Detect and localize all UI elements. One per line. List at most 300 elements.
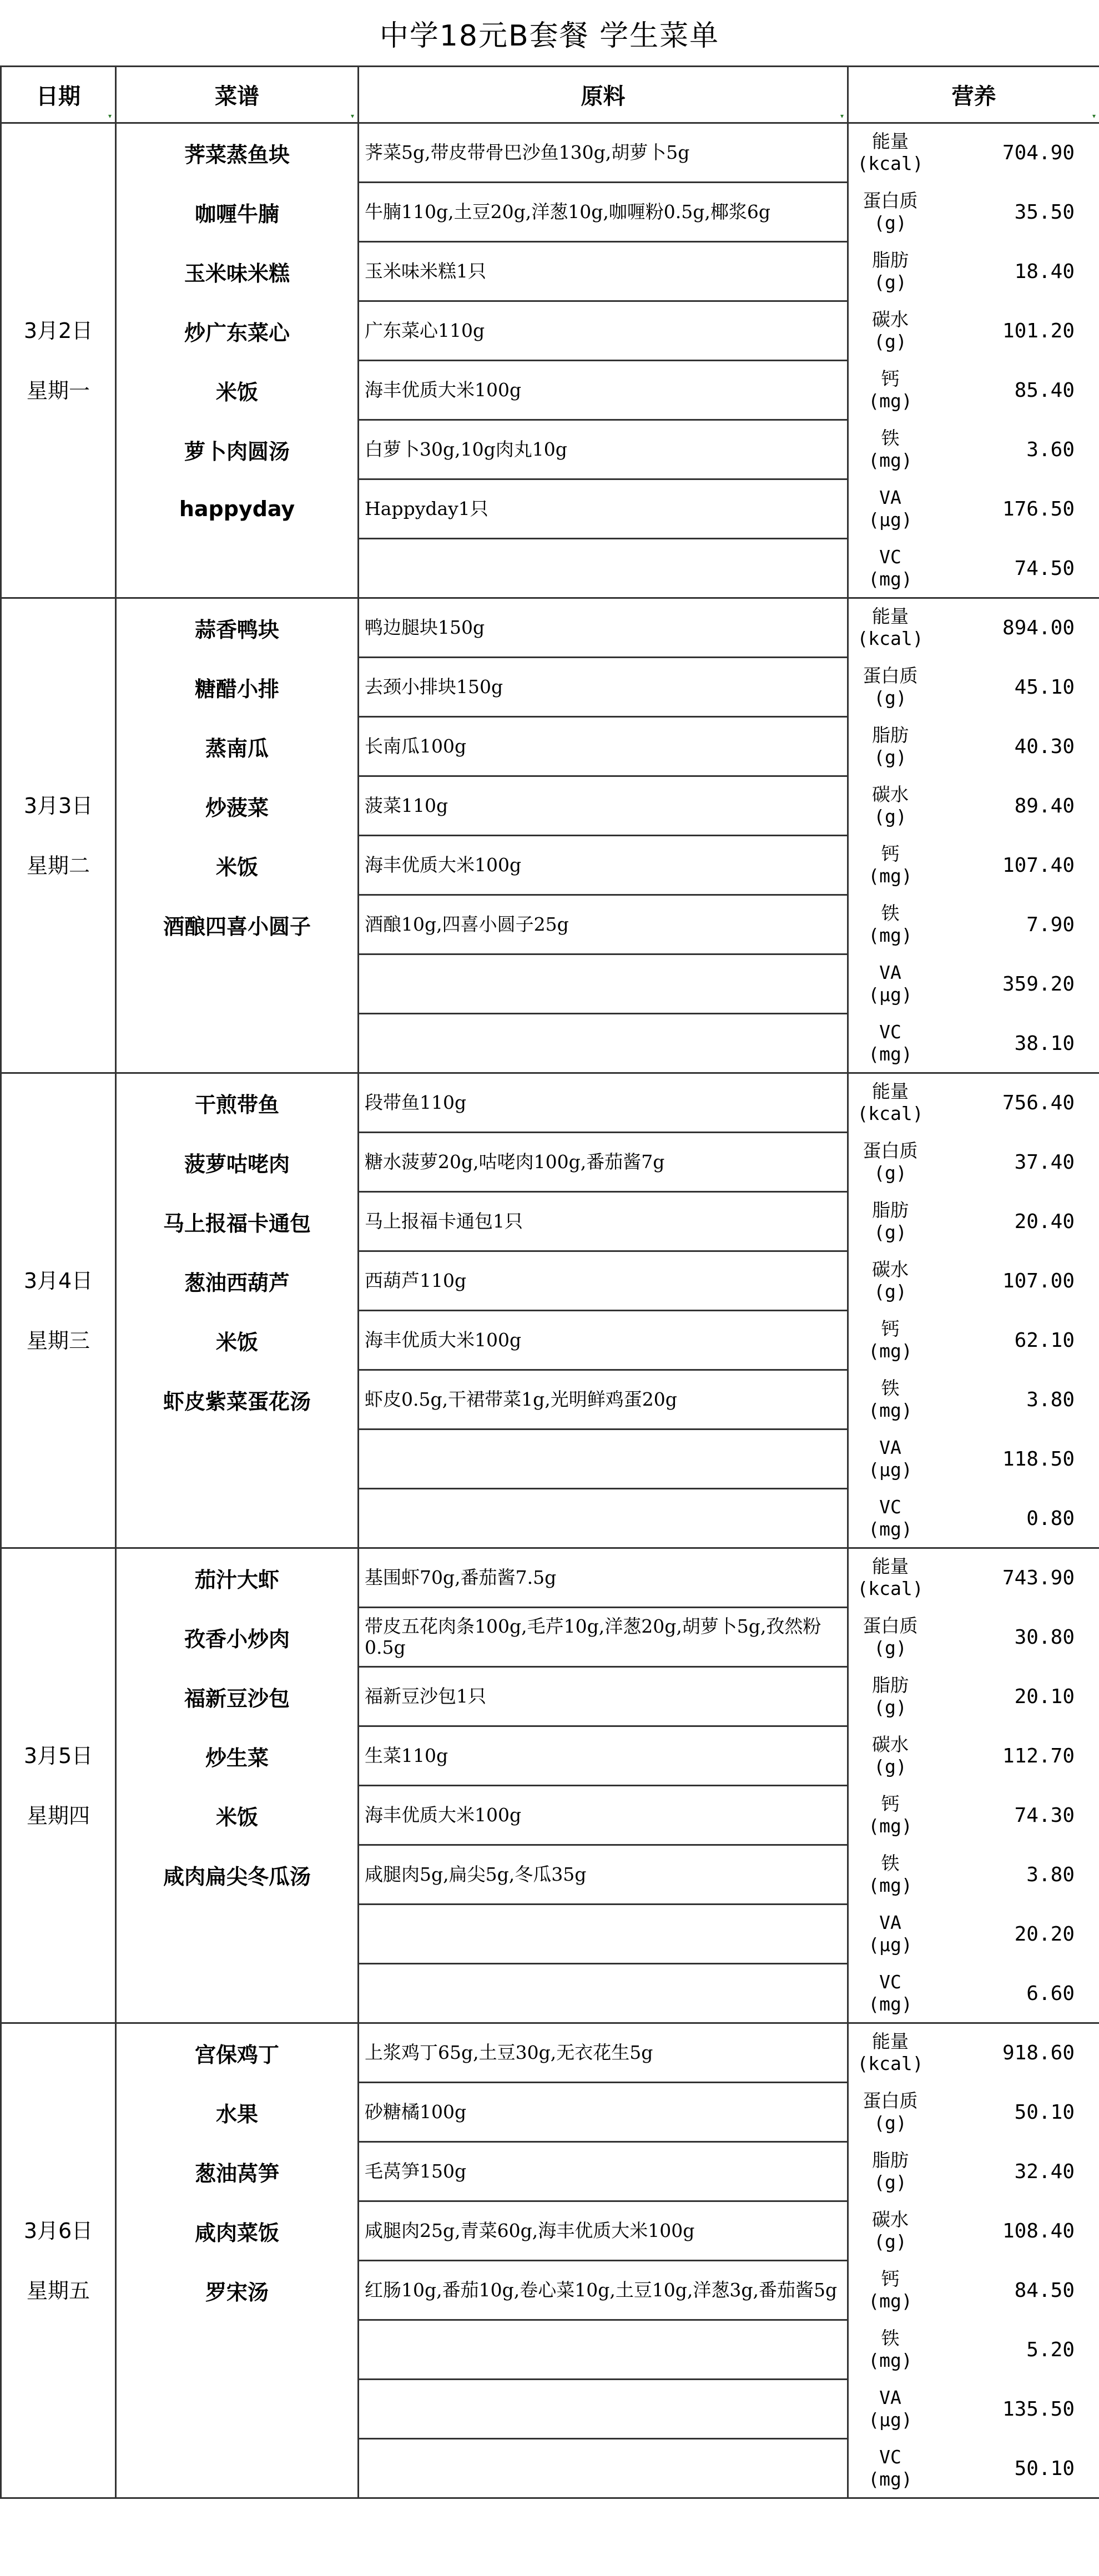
- ingredients-cell: 牛腩110g,土豆20g,洋葱10g,咖喱粉0.5g,椰浆6g: [359, 183, 848, 242]
- nutrient-name: 脂肪 (g): [872, 1199, 909, 1243]
- nutrient-name: 碳水 (g): [872, 784, 909, 827]
- nutrient-name: 脂肪 (g): [872, 249, 909, 293]
- nutrient-value: 62.10: [1014, 1329, 1075, 1352]
- menu-body: [1, 123, 1099, 2498]
- nutrition-row: [849, 124, 1099, 181]
- nutrition-cell: [848, 895, 1099, 954]
- dish-name: 福新豆沙包: [116, 1667, 359, 1726]
- nutrient-value: 3.60: [1026, 438, 1075, 461]
- ingredients-cell: 去颈小排块150g: [359, 658, 848, 717]
- ingredients-cell: [359, 1964, 848, 2023]
- table-row: [1, 1370, 1099, 1430]
- nutrition-cell: [848, 361, 1099, 420]
- dish-name: 玉米味米糕: [116, 242, 359, 301]
- date-cell: [1, 598, 116, 1073]
- table-row: [1, 479, 1099, 539]
- weekday-label: 星期五: [26, 2278, 90, 2303]
- nutrient-value: 6.60: [1026, 1982, 1075, 2005]
- nutrition-cell: [848, 420, 1099, 479]
- nutrition-cell: [848, 1667, 1099, 1726]
- nutrient-value: 108.40: [1002, 2219, 1075, 2242]
- table-row: [1, 2261, 1099, 2320]
- nutrient-value: 20.20: [1014, 1922, 1075, 1946]
- nutrition-row: [849, 718, 1099, 775]
- ingredients-cell: 海丰优质大米100g: [359, 1786, 848, 1845]
- filter-icon[interactable]: ▾: [108, 112, 112, 120]
- header-dish-label: 菜谱: [215, 84, 259, 109]
- nutrient-value: 35.50: [1014, 200, 1075, 224]
- nutrition-row: [849, 2024, 1099, 2082]
- nutrient-value: 894.00: [1002, 616, 1075, 639]
- nutrition-row: [849, 361, 1099, 419]
- nutrition-row: [849, 1014, 1099, 1072]
- ingredients-cell: [359, 954, 848, 1014]
- nutrition-row: [849, 302, 1099, 360]
- nutrient-value: 84.50: [1014, 2279, 1075, 2302]
- nutrient-value: 37.40: [1014, 1150, 1075, 1174]
- nutrition-cell: [848, 1786, 1099, 1845]
- nutrient-value: 74.30: [1014, 1804, 1075, 1827]
- nutrient-name: VC (mg): [868, 546, 913, 590]
- nutrient-value: 18.40: [1014, 260, 1075, 283]
- nutrient-name: 钙 (mg): [868, 1793, 913, 1837]
- table-row: [1, 1964, 1099, 2023]
- header-date-label: 日期: [36, 84, 80, 109]
- nutrition-row: [849, 1549, 1099, 1607]
- nutrient-name: 能量 (kcal): [857, 1555, 924, 1599]
- date-label: 3月5日: [23, 1743, 93, 1768]
- date-cell: [1, 123, 116, 598]
- table-row: [1, 1786, 1099, 1845]
- nutrition-cell: [848, 1133, 1099, 1192]
- nutrition-row: [849, 777, 1099, 835]
- date-cell: [1, 1548, 116, 2023]
- dish-name: 葱油西葫芦: [116, 1251, 359, 1311]
- nutrient-name: 铁 (mg): [868, 427, 913, 471]
- nutrient-value: 74.50: [1014, 557, 1075, 580]
- nutrient-name: 钙 (mg): [868, 1318, 913, 1362]
- nutrition-cell: [848, 717, 1099, 776]
- nutrition-cell: [848, 1608, 1099, 1667]
- nutrition-row: [849, 1430, 1099, 1488]
- nutrition-cell: [848, 183, 1099, 242]
- nutrient-value: 0.80: [1026, 1507, 1075, 1530]
- nutrient-value: 359.20: [1002, 972, 1075, 996]
- nutrient-name: 蛋白质 (g): [863, 665, 918, 709]
- nutrient-value: 20.40: [1014, 1210, 1075, 1233]
- nutrition-cell: [848, 1845, 1099, 1905]
- dish-name: 虾皮紫菜蛋花汤: [116, 1370, 359, 1430]
- nutrition-cell: [848, 242, 1099, 301]
- nutrient-value: 38.10: [1014, 1032, 1075, 1055]
- nutrition-cell: [848, 123, 1099, 183]
- dish-name: 咸肉菜饭: [116, 2201, 359, 2261]
- header-dish[interactable]: [116, 67, 359, 123]
- nutrition-row: [849, 183, 1099, 241]
- table-row: [1, 1133, 1099, 1192]
- nutrition-row: [849, 658, 1099, 716]
- weekday-label: 星期二: [26, 853, 90, 878]
- header-ingredients[interactable]: [359, 67, 848, 123]
- dish-name: 炒生菜: [116, 1726, 359, 1786]
- nutrient-name: 钙 (mg): [868, 368, 913, 412]
- nutrition-row: [849, 243, 1099, 300]
- nutrition-cell: [848, 1073, 1099, 1133]
- table-row: [1, 2023, 1099, 2083]
- nutrition-row: [849, 955, 1099, 1013]
- nutrition-row: [849, 1252, 1099, 1310]
- dish-name: 葱油莴笋: [116, 2142, 359, 2201]
- ingredients-cell: [359, 539, 848, 598]
- nutrition-row: [849, 599, 1099, 656]
- nutrient-value: 107.40: [1002, 853, 1075, 877]
- dish-name: 干煎带鱼: [116, 1073, 359, 1133]
- table-row: [1, 776, 1099, 836]
- ingredients-cell: 白萝卜30g,10g肉丸10g: [359, 420, 848, 479]
- nutrition-row: [849, 896, 1099, 953]
- dish-name: [116, 539, 359, 598]
- nutrition-row: [849, 2321, 1099, 2378]
- dish-name: 荠菜蒸鱼块: [116, 123, 359, 183]
- ingredients-cell: 长南瓜100g: [359, 717, 848, 776]
- nutrition-row: [849, 1133, 1099, 1191]
- nutrition-row: [849, 2202, 1099, 2260]
- nutrition-row: [849, 1668, 1099, 1725]
- ingredients-cell: [359, 2380, 848, 2439]
- weekday-label: 星期一: [26, 378, 90, 403]
- nutrition-row: [849, 1193, 1099, 1250]
- table-row: [1, 598, 1099, 658]
- nutrient-value: 50.10: [1014, 2457, 1075, 2480]
- nutrition-cell: [848, 1489, 1099, 1548]
- table-row: [1, 242, 1099, 301]
- table-row: [1, 1251, 1099, 1311]
- nutrient-value: 743.90: [1002, 1566, 1075, 1589]
- nutrition-row: [849, 2439, 1099, 2497]
- nutrient-name: 钙 (mg): [868, 2268, 913, 2312]
- ingredients-cell: [359, 1014, 848, 1073]
- ingredients-cell: 红肠10g,番茄10g,卷心菜10g,土豆10g,洋葱3g,番茄酱5g: [359, 2261, 848, 2320]
- dish-name: [116, 1964, 359, 2023]
- filter-icon[interactable]: ▾: [350, 112, 354, 120]
- dish-name: [116, 2320, 359, 2380]
- dish-name: 马上报福卡通包: [116, 1192, 359, 1251]
- ingredients-cell: 福新豆沙包1只: [359, 1667, 848, 1726]
- nutrient-name: 碳水 (g): [872, 309, 909, 352]
- table-row: [1, 1073, 1099, 1133]
- nutrient-name: VA (μg): [868, 487, 913, 531]
- ingredients-cell: 酒酿10g,四喜小圆子25g: [359, 895, 848, 954]
- date-label: 3月3日: [23, 793, 93, 818]
- nutrient-name: 能量 (kcal): [857, 605, 924, 649]
- ingredients-cell: Happyday1只: [359, 479, 848, 539]
- ingredients-cell: 段带鱼110g: [359, 1073, 848, 1133]
- nutrient-name: 铁 (mg): [868, 1377, 913, 1421]
- dish-name: 茄汁大虾: [116, 1548, 359, 1608]
- nutrient-value: 20.10: [1014, 1685, 1075, 1708]
- nutrient-value: 107.00: [1002, 1269, 1075, 1292]
- nutrient-name: 脂肪 (g): [872, 2149, 909, 2193]
- page-title: 中学18元B套餐 学生菜单: [379, 19, 720, 53]
- nutrient-name: VC (mg): [868, 1496, 913, 1540]
- nutrient-value: 756.40: [1002, 1091, 1075, 1114]
- dish-name: 孜香小炒肉: [116, 1608, 359, 1667]
- nutrition-row: [849, 421, 1099, 478]
- table-row: [1, 1845, 1099, 1905]
- table-row: [1, 539, 1099, 598]
- ingredients-cell: [359, 2439, 848, 2498]
- ingredients-cell: 虾皮0.5g,干裙带菜1g,光明鲜鸡蛋20g: [359, 1370, 848, 1430]
- ingredients-cell: 咸腿肉25g,青菜60g,海丰优质大米100g: [359, 2201, 848, 2261]
- table-row: [1, 1430, 1099, 1489]
- nutrient-value: 85.40: [1014, 378, 1075, 402]
- table-row: [1, 1192, 1099, 1251]
- nutrient-value: 704.90: [1002, 141, 1075, 164]
- dish-name: 蒜香鸭块: [116, 598, 359, 658]
- table-row: [1, 2201, 1099, 2261]
- nutrient-name: 脂肪 (g): [872, 724, 909, 768]
- nutrition-row: [849, 1905, 1099, 1963]
- dish-name: 糖醋小排: [116, 658, 359, 717]
- nutrient-value: 918.60: [1002, 2041, 1075, 2064]
- nutrient-value: 176.50: [1002, 497, 1075, 521]
- table-row: [1, 717, 1099, 776]
- nutrition-cell: [848, 658, 1099, 717]
- nutrition-row: [849, 1964, 1099, 2022]
- table-row: [1, 1014, 1099, 1073]
- nutrition-cell: [848, 1251, 1099, 1311]
- ingredients-cell: 基围虾70g,番茄酱7.5g: [359, 1548, 848, 1608]
- nutrition-row: [849, 2083, 1099, 2141]
- dish-name: [116, 954, 359, 1014]
- nutrition-cell: [848, 301, 1099, 361]
- table-row: [1, 954, 1099, 1014]
- header-date[interactable]: [1, 67, 116, 123]
- ingredients-cell: 海丰优质大米100g: [359, 836, 848, 895]
- table-row: [1, 1905, 1099, 1964]
- nutrient-name: VC (mg): [868, 2446, 913, 2490]
- nutrition-row: [849, 836, 1099, 894]
- nutrient-value: 3.80: [1026, 1863, 1075, 1886]
- table-row: [1, 658, 1099, 717]
- table-row: [1, 1667, 1099, 1726]
- nutrient-name: 碳水 (g): [872, 1259, 909, 1302]
- nutrient-value: 45.10: [1014, 675, 1075, 699]
- nutrition-cell: [848, 1311, 1099, 1370]
- filter-icon[interactable]: ▾: [1092, 112, 1096, 120]
- weekday-label: 星期四: [26, 1803, 90, 1828]
- table-row: [1, 895, 1099, 954]
- dish-name: 米饭: [116, 361, 359, 420]
- ingredients-cell: 菠菜110g: [359, 776, 848, 836]
- date-label: 3月6日: [23, 2218, 93, 2243]
- nutrient-name: 碳水 (g): [872, 2209, 909, 2252]
- ingredients-cell: 玉米味米糕1只: [359, 242, 848, 301]
- nutrition-cell: [848, 2083, 1099, 2142]
- nutrition-row: [849, 1786, 1099, 1844]
- table-row: [1, 836, 1099, 895]
- nutrition-row: [849, 1311, 1099, 1369]
- table-row: [1, 1548, 1099, 1608]
- dish-name: 炒广东菜心: [116, 301, 359, 361]
- table-row: [1, 1726, 1099, 1786]
- nutrient-name: VA (μg): [868, 2387, 913, 2431]
- nutrient-value: 40.30: [1014, 735, 1075, 758]
- ingredients-cell: 海丰优质大米100g: [359, 361, 848, 420]
- nutrition-cell: [848, 1905, 1099, 1964]
- nutrition-cell: [848, 776, 1099, 836]
- ingredients-cell: [359, 2320, 848, 2380]
- nutrient-value: 112.70: [1002, 1744, 1075, 1767]
- dish-name: 蒸南瓜: [116, 717, 359, 776]
- nutrient-value: 5.20: [1026, 2338, 1075, 2361]
- nutrition-row: [849, 2380, 1099, 2438]
- nutrient-name: 蛋白质 (g): [863, 190, 918, 234]
- dish-name: [116, 1905, 359, 1964]
- nutrient-name: VC (mg): [868, 1971, 913, 2015]
- nutrient-value: 7.90: [1026, 913, 1075, 936]
- nutrient-name: VA (μg): [868, 962, 913, 1006]
- table-row: [1, 420, 1099, 479]
- ingredients-cell: 咸腿肉5g,扁尖5g,冬瓜35g: [359, 1845, 848, 1905]
- nutrition-row: [849, 2143, 1099, 2200]
- table-row: [1, 1311, 1099, 1370]
- ingredients-cell: [359, 1489, 848, 1548]
- date-label: 3月4日: [23, 1268, 93, 1293]
- table-row: [1, 2142, 1099, 2201]
- nutrition-cell: [848, 2023, 1099, 2083]
- nutrition-cell: [848, 1014, 1099, 1073]
- nutrition-cell: [848, 2439, 1099, 2498]
- nutrient-name: 铁 (mg): [868, 902, 913, 946]
- nutrient-name: 能量 (kcal): [857, 1080, 924, 1124]
- table-row: [1, 1608, 1099, 1667]
- table-row: [1, 1489, 1099, 1548]
- ingredients-cell: [359, 1905, 848, 1964]
- nutrient-value: 89.40: [1014, 794, 1075, 817]
- ingredients-cell: 鸭边腿块150g: [359, 598, 848, 658]
- dish-name: 米饭: [116, 1786, 359, 1845]
- ingredients-cell: 西葫芦110g: [359, 1251, 848, 1311]
- table-row: [1, 2320, 1099, 2380]
- dish-name: 菠萝咕咾肉: [116, 1133, 359, 1192]
- filter-icon[interactable]: ▾: [840, 112, 844, 120]
- dish-name: 米饭: [116, 836, 359, 895]
- ingredients-cell: 广东菜心110g: [359, 301, 848, 361]
- dish-name: [116, 2439, 359, 2498]
- ingredients-cell: 毛莴笋150g: [359, 2142, 848, 2201]
- dish-name: [116, 1014, 359, 1073]
- dish-name: 米饭: [116, 1311, 359, 1370]
- dish-name: 酒酿四喜小圆子: [116, 895, 359, 954]
- header-nutrition[interactable]: [848, 67, 1099, 123]
- dish-name: 炒菠菜: [116, 776, 359, 836]
- dish-name: 宫保鸡丁: [116, 2023, 359, 2083]
- nutrition-cell: [848, 1192, 1099, 1251]
- nutrient-value: 50.10: [1014, 2100, 1075, 2124]
- ingredients-cell: 荠菜5g,带皮带骨巴沙鱼130g,胡萝卜5g: [359, 123, 848, 183]
- nutrient-name: 钙 (mg): [868, 843, 913, 887]
- nutrition-row: [849, 480, 1099, 538]
- nutrition-row: [849, 1074, 1099, 1132]
- nutrient-value: 3.80: [1026, 1388, 1075, 1411]
- dish-name: 水果: [116, 2083, 359, 2142]
- ingredients-cell: 马上报福卡通包1只: [359, 1192, 848, 1251]
- nutrition-cell: [848, 1964, 1099, 2023]
- nutrient-name: 蛋白质 (g): [863, 1140, 918, 1184]
- header-row: [1, 67, 1099, 123]
- date-label: 3月2日: [23, 318, 93, 343]
- ingredients-cell: 生菜110g: [359, 1726, 848, 1786]
- nutrient-name: 铁 (mg): [868, 2327, 913, 2371]
- table-row: [1, 183, 1099, 242]
- dish-name: 罗宋汤: [116, 2261, 359, 2320]
- nutrition-row: [849, 1608, 1099, 1666]
- table-row: [1, 361, 1099, 420]
- ingredients-cell: 糖水菠萝20g,咕咾肉100g,番茄酱7g: [359, 1133, 848, 1192]
- table-row: [1, 2380, 1099, 2439]
- nutrition-cell: [848, 1726, 1099, 1786]
- nutrient-name: 蛋白质 (g): [863, 1615, 918, 1659]
- header-ingredients-label: 原料: [581, 84, 626, 109]
- nutrient-name: 蛋白质 (g): [863, 2090, 918, 2134]
- nutrition-row: [849, 1371, 1099, 1428]
- dish-name: [116, 1489, 359, 1548]
- nutrient-value: 118.50: [1002, 1447, 1075, 1471]
- nutrition-row: [849, 1846, 1099, 1903]
- nutrition-cell: [848, 479, 1099, 539]
- weekday-label: 星期三: [26, 1328, 90, 1353]
- nutrition-cell: [848, 2201, 1099, 2261]
- dish-name: 咸肉扁尖冬瓜汤: [116, 1845, 359, 1905]
- nutrient-name: 脂肪 (g): [872, 1674, 909, 1718]
- ingredients-cell: 砂糖橘100g: [359, 2083, 848, 2142]
- nutrition-cell: [848, 598, 1099, 658]
- dish-name: happyday: [116, 479, 359, 539]
- nutrient-name: 铁 (mg): [868, 1852, 913, 1896]
- nutrition-cell: [848, 954, 1099, 1014]
- nutrition-cell: [848, 2380, 1099, 2439]
- nutrition-row: [849, 539, 1099, 597]
- nutrient-name: VC (mg): [868, 1021, 913, 1065]
- nutrition-cell: [848, 539, 1099, 598]
- menu-table: [0, 65, 1099, 2499]
- ingredients-cell: 海丰优质大米100g: [359, 1311, 848, 1370]
- header-nutrition-label: 营养: [951, 84, 996, 109]
- table-row: [1, 2439, 1099, 2498]
- nutrition-cell: [848, 1430, 1099, 1489]
- dish-name: [116, 1430, 359, 1489]
- ingredients-cell: 带皮五花肉条100g,毛芹10g,洋葱20g,胡萝卜5g,孜然粉0.5g: [359, 1608, 848, 1667]
- nutrient-name: VA (μg): [868, 1437, 913, 1481]
- dish-name: [116, 2380, 359, 2439]
- nutrition-row: [849, 1727, 1099, 1785]
- nutrition-row: [849, 1489, 1099, 1547]
- nutrient-value: 32.40: [1014, 2160, 1075, 2183]
- nutrient-value: 101.20: [1002, 319, 1075, 342]
- table-row: [1, 123, 1099, 183]
- nutrition-cell: [848, 2320, 1099, 2380]
- nutrition-cell: [848, 1370, 1099, 1430]
- date-cell: [1, 1073, 116, 1548]
- dish-name: 萝卜肉圆汤: [116, 420, 359, 479]
- nutrient-value: 30.80: [1014, 1625, 1075, 1649]
- nutrition-cell: [848, 836, 1099, 895]
- nutrition-cell: [848, 1548, 1099, 1608]
- dish-name: 咖喱牛腩: [116, 183, 359, 242]
- table-row: [1, 301, 1099, 361]
- nutrition-cell: [848, 2261, 1099, 2320]
